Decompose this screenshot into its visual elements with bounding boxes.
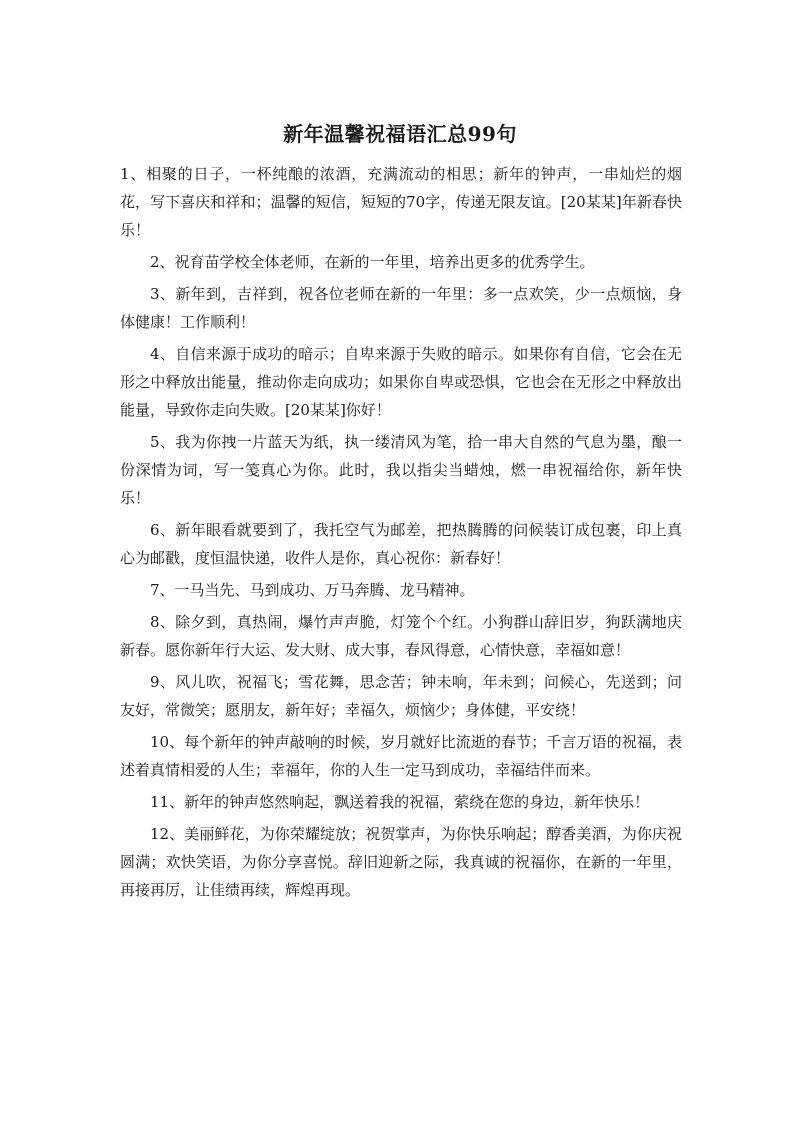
paragraph-11: 11、新年的钟声悠然响起，飘送着我的祝福，萦绕在您的身边，新年快乐！ xyxy=(150,793,650,811)
paragraph-8: 8、除夕到，真热闹，爆竹声声脆，灯笼个个红。小狗群山辞旧岁，狗跃满地庆新春。愿你新年行大运、发大财、成大事，春风得意，心情快意，幸福如意！ xyxy=(120,613,682,659)
document-title: 新年温馨祝福语汇总99句 xyxy=(283,122,517,146)
paragraph-1: 1、相聚的日子，一杯纯酿的浓酒，充满流动的相思；新年的钟声，一串灿烂的烟花，写下喜庆和祥和；温馨的短信，短短的70字，传递无限友谊。[20某某]年新春快乐！ xyxy=(120,165,682,239)
paragraph-5: 5、我为你拽一片蓝天为纸，执一缕清风为笔，拾一串大自然的气息为墨，酿一份深情为词，写一笺真心为你。此时，我以指尖当蜡烛，燃一串祝福给你，新年快乐！ xyxy=(120,433,682,507)
paragraph-9: 9、风儿吹，祝福飞；雪花舞，思念苦；钟未响，年未到；问候心，先送到；问友好，常微笑；愿朋友，新年好；幸福久，烦恼少；身体健，平安绕！ xyxy=(120,673,682,719)
paragraph-12: 12、美丽鲜花，为你荣耀绽放；祝贺掌声，为你快乐响起；醇香美酒，为你庆祝圆满；欢快笑语，为你分享喜悦。辞旧迎新之际，我真诚的祝福你，在新的一年里，再接再厉，让佳绩再续，辉煌再现。 xyxy=(120,825,682,899)
paragraph-3: 3、新年到，吉祥到，祝各位老师在新的一年里：多一点欢笑，少一点烦恼，身体健康！工作顺利！ xyxy=(120,285,682,331)
document-body xyxy=(120,160,682,908)
paragraph-4: 4、自信来源于成功的暗示；自卑来源于失败的暗示。如果你有自信，它会在无形之中释放出能量，推动你走向成功；如果你自卑或恐惧，它也会在无形之中释放出能量，导致你走向失败。[20某某]你好！ xyxy=(120,345,682,419)
paragraph-10: 10、每个新年的钟声敲响的时候，岁月就好比流逝的春节；千言万语的祝福，表述着真情相爱的人生；幸福年，你的人生一定马到成功，幸福结伴而来。 xyxy=(120,733,682,779)
paragraph-7: 7、一马当先、马到成功、万马奔腾、龙马精神。 xyxy=(150,581,475,599)
paragraph-2: 2、祝育苗学校全体老师，在新的一年里，培养出更多的优秀学生。 xyxy=(150,253,595,271)
paragraph-6: 6、新年眼看就要到了，我托空气为邮差，把热腾腾的问候装订成包裹，印上真心为邮戳，度恒温快递，收件人是你，真心祝你：新春好！ xyxy=(120,521,682,567)
